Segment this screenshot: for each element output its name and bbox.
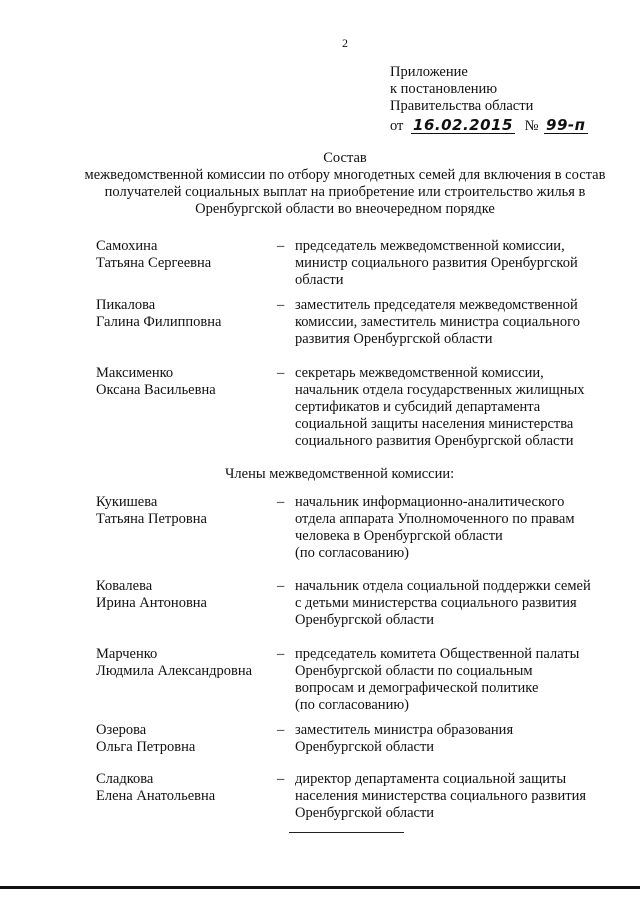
scan-bottom-border: [0, 886, 640, 889]
member-role-text: председатель комитета Общественной палаты Оренбургской области по социальным вопросам и демографической политике: [295, 646, 580, 696]
member-name: [96, 297, 271, 331]
dash: –: [277, 297, 285, 313]
date-prefix: от: [390, 118, 404, 134]
member-given-names: Галина Филипповна: [96, 314, 222, 330]
handwritten-date: 16.02.2015: [413, 116, 513, 134]
member-name: [96, 646, 271, 680]
member-surname: Сладкова: [96, 771, 154, 787]
members-heading: Члены межведомственной комиссии:: [225, 466, 455, 482]
member-surname: Максименко: [96, 365, 174, 381]
dash: –: [277, 238, 285, 254]
member-given-names: Татьяна Петровна: [96, 511, 207, 527]
dash: –: [277, 722, 285, 738]
appendix-date-line: [390, 118, 588, 135]
appendix-line-2: к постановлению: [390, 81, 498, 97]
member-given-names: Людмила Александровна: [96, 663, 253, 679]
dash: –: [277, 494, 285, 510]
member-surname: Пикалова: [96, 297, 156, 313]
member-given-names: Оксана Васильевна: [96, 382, 216, 398]
dash: –: [277, 365, 285, 381]
member-name: [96, 238, 271, 272]
dash: –: [277, 578, 285, 594]
handwritten-number: 99-п: [546, 116, 586, 134]
member-surname: Марченко: [96, 646, 158, 662]
member-role: директор департамента социальной защиты населения министерства социального развития Оренбургской области: [295, 771, 587, 821]
member-surname: Кукишева: [96, 494, 158, 510]
member-role: секретарь межведомственной комиссии, начальник отдела государственных жилищных сертификатов и субсидий департамента социальной защиты населения министерства социального развития Оренбургской области: [295, 365, 585, 449]
member-role: председатель межведомственной комиссии, министр социального развития Оренбургской области: [295, 238, 578, 288]
heading-title: Состав: [323, 150, 367, 166]
member-name: [96, 494, 271, 528]
member-role-note: (по согласованию): [295, 697, 409, 713]
member-role: заместитель министра образования Оренбургской области: [295, 722, 514, 755]
member-surname: Ковалева: [96, 578, 153, 594]
page-number: 2: [342, 36, 348, 50]
member-name: [96, 722, 271, 756]
appendix-block: [390, 64, 588, 135]
closing-rule: [289, 832, 404, 833]
member-role: [295, 494, 595, 562]
member-role: заместитель председателя межведомственной комиссии, заместитель министра социального развития Оренбургской области: [295, 297, 580, 347]
member-role: [295, 646, 595, 714]
member-role-note: (по согласованию): [295, 545, 409, 561]
heading-subtitle: межведомственной комиссии по отбору многодетных семей для включения в состав получателей социальных выплат на приобретение или строительство жилья в Оренбургской области во внеочередном порядке: [84, 167, 606, 217]
member-given-names: Елена Анатольевна: [96, 788, 216, 804]
member-surname: Самохина: [96, 238, 158, 254]
member-given-names: Татьяна Сергеевна: [96, 255, 212, 271]
member-surname: Озерова: [96, 722, 147, 738]
appendix-line-1: Приложение: [390, 64, 468, 80]
member-role: начальник отдела социальной поддержки семей с детьми министерства социального развития Оренбургской области: [295, 578, 591, 628]
member-name: [96, 578, 271, 612]
member-name: [96, 771, 271, 805]
dash: –: [277, 646, 285, 662]
number-prefix: №: [524, 118, 539, 134]
dash: –: [277, 771, 285, 787]
appendix-line-3: Правительства области: [390, 98, 534, 114]
member-given-names: Ирина Антоновна: [96, 595, 207, 611]
member-name: [96, 365, 271, 399]
document-heading: [60, 150, 630, 218]
member-role-text: начальник информационно-аналитического отдела аппарата Уполномоченного по правам человека в Оренбургской области: [295, 494, 575, 544]
member-given-names: Ольга Петровна: [96, 739, 196, 755]
